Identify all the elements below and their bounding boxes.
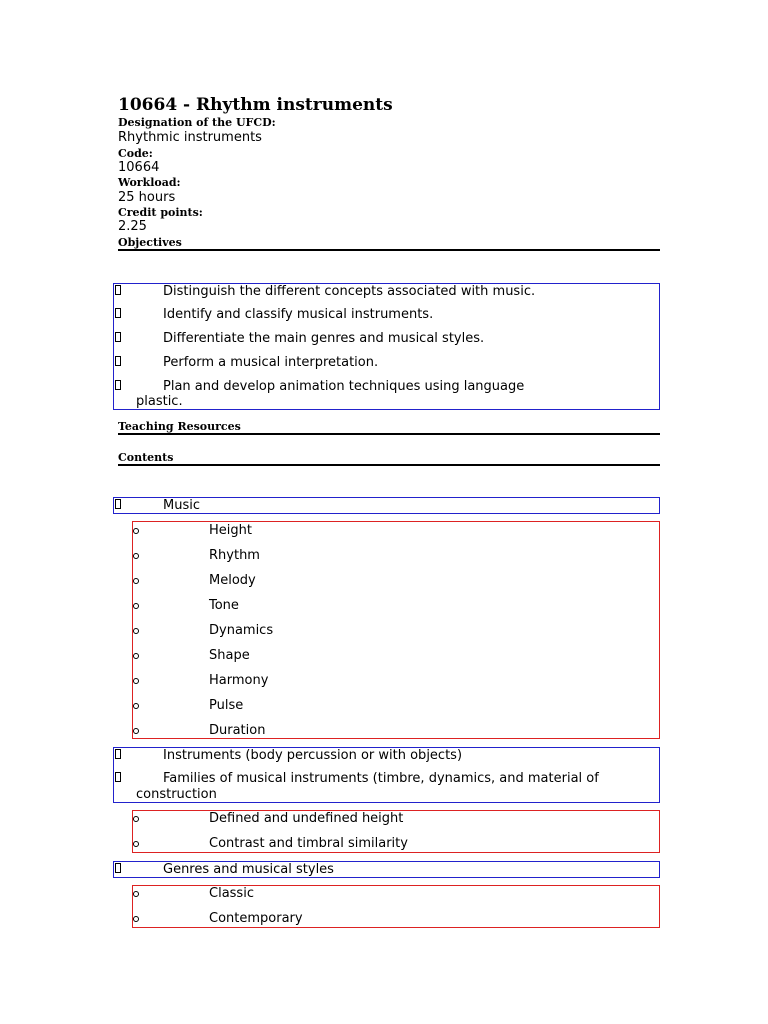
code-label: Code: <box>118 147 153 160</box>
contents-music: Music <box>113 497 660 514</box>
contents-genres: Genres and musical styles <box>113 861 660 878</box>
bullet-circle-icon <box>133 703 139 709</box>
teaching-resources-rule <box>118 433 660 435</box>
contents-heading: Contents <box>118 451 174 464</box>
bullet-square-icon <box>115 772 121 782</box>
credit-label: Credit points: <box>118 206 203 219</box>
bullet-square-icon <box>115 749 121 759</box>
code-value: 10664 <box>118 160 160 175</box>
contents-rule <box>118 464 660 466</box>
teaching-resources-heading: Teaching Resources <box>118 420 241 433</box>
bullet-circle-icon <box>133 603 139 609</box>
contents-instruments: Instruments (body percussion or with objects) Families of musical instruments (timbre, dynamics, and material of construction <box>113 747 660 803</box>
bullet-circle-icon <box>133 916 139 922</box>
workload-value: 25 hours <box>118 190 176 205</box>
bullet-circle-icon <box>133 891 139 897</box>
bullet-circle-icon <box>133 728 139 734</box>
bullet-circle-icon <box>133 528 139 534</box>
bullet-circle-icon <box>133 553 139 559</box>
music-subitems: Height Rhythm Melody Tone Dynamics Shape Harmony Pulse Duration <box>132 521 660 739</box>
bullet-square-icon <box>115 332 121 342</box>
instruments-subitems: Defined and undefined height Contrast and timbral similarity <box>132 810 660 853</box>
genres-subitems: Classic Contemporary <box>132 885 660 928</box>
bullet-circle-icon <box>133 816 139 822</box>
credit-value: 2.25 <box>118 219 147 234</box>
designation-label: Designation of the UFCD: <box>118 116 276 129</box>
bullet-square-icon <box>115 285 121 295</box>
bullet-circle-icon <box>133 628 139 634</box>
bullet-circle-icon <box>133 678 139 684</box>
bullet-square-icon <box>115 308 121 318</box>
bullet-square-icon <box>115 356 121 366</box>
objectives-rule <box>118 249 660 251</box>
document-title: 10664 - Rhythm instruments <box>118 95 393 115</box>
bullet-square-icon <box>115 380 121 390</box>
workload-label: Workload: <box>118 176 181 189</box>
bullet-circle-icon <box>133 578 139 584</box>
bullet-square-icon <box>115 863 121 873</box>
objectives-heading: Objectives <box>118 236 182 249</box>
bullet-circle-icon <box>133 653 139 659</box>
bullet-circle-icon <box>133 841 139 847</box>
designation-value: Rhythmic instruments <box>118 130 262 145</box>
objectives-list: Distinguish the different concepts associated with music. Identify and classify musical instruments. Differentiate the main genres and musical styles. Perform a musical interpretation. Plan and develop animation techniques using language plastic. <box>113 283 660 410</box>
bullet-square-icon <box>115 499 121 509</box>
